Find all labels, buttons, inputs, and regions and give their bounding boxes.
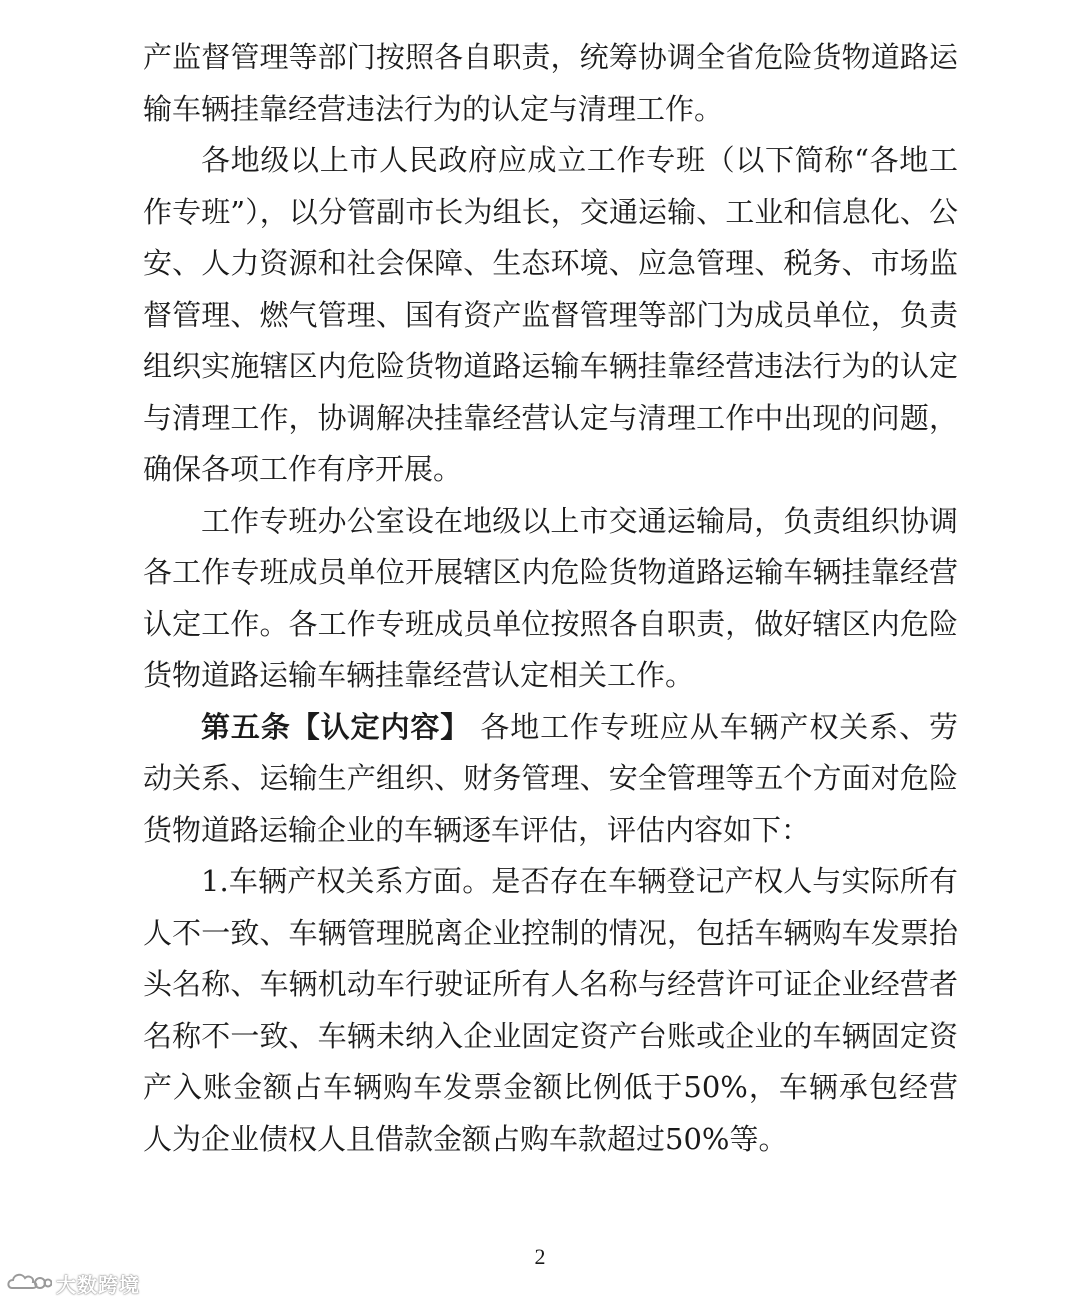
paragraph-3-text: 工作专班办公室设在地级以上市交通运输局，负责组织协调各工作专班成员单位开展辖区内危险货物道路运输车辆挂靠经营认定工作。各工作专班成员单位按照各自职责，做好辖区内危险货物道路运输车辆挂靠经营认定相关工作。 <box>143 503 958 692</box>
paragraph-4 <box>143 702 958 857</box>
paragraph-1-text: 产监督管理等部门按照各自职责，统筹协调全省危险货物道路运输车辆挂靠经营违法行为的认定与清理工作。 <box>143 40 958 126</box>
paragraph-5-text: 1.车辆产权关系方面。是否存在车辆登记产权人与实际所有人不一致、车辆管理脱离企业控制的情况，包括车辆购车发票抬头名称、车辆机动车行驶证所有人名称与经营许可证企业经营者名称不一致、车辆未纳入企业固定资产台账或企业的车辆固定资产入账金额占车辆购车发票金额比例低于50%，车辆承包经营人为企业债权人且借款金额占购车款超过50%等。 <box>143 864 958 1156</box>
paragraph-3 <box>143 496 958 702</box>
cloud-logo-icon <box>6 1270 52 1296</box>
paragraph-1 <box>143 32 958 135</box>
paragraph-2 <box>143 135 958 496</box>
paragraph-2-text: 各地级以上市人民政府应成立工作专班（以下简称“各地工作专班”），以分管副市长为组长，交通运输、工业和信息化、公安、人力资源和社会保障、生态环境、应急管理、税务、市场监督管理、燃气管理、国有资产监督管理等部门为成员单位，负责组织实施辖区内危险货物道路运输车辆挂靠经营违法行为的认定与清理工作，协调解决挂靠经营认定与清理工作中出现的问题，确保各项工作有序开展。 <box>143 143 958 486</box>
page-number: 2 <box>534 1244 546 1269</box>
document-body <box>143 32 958 1165</box>
paragraph-5 <box>143 856 958 1165</box>
article-heading: 第五条【认定内容】 <box>201 709 471 744</box>
watermark <box>6 1268 140 1298</box>
paragraph-4-text: 各地工作专班应从车辆产权关系、劳动关系、运输生产组织、财务管理、安全管理等五个方面对危险货物道路运输企业的车辆逐车评估，评估内容如下： <box>143 709 958 847</box>
watermark-text: 大数跨境 <box>56 1272 140 1297</box>
